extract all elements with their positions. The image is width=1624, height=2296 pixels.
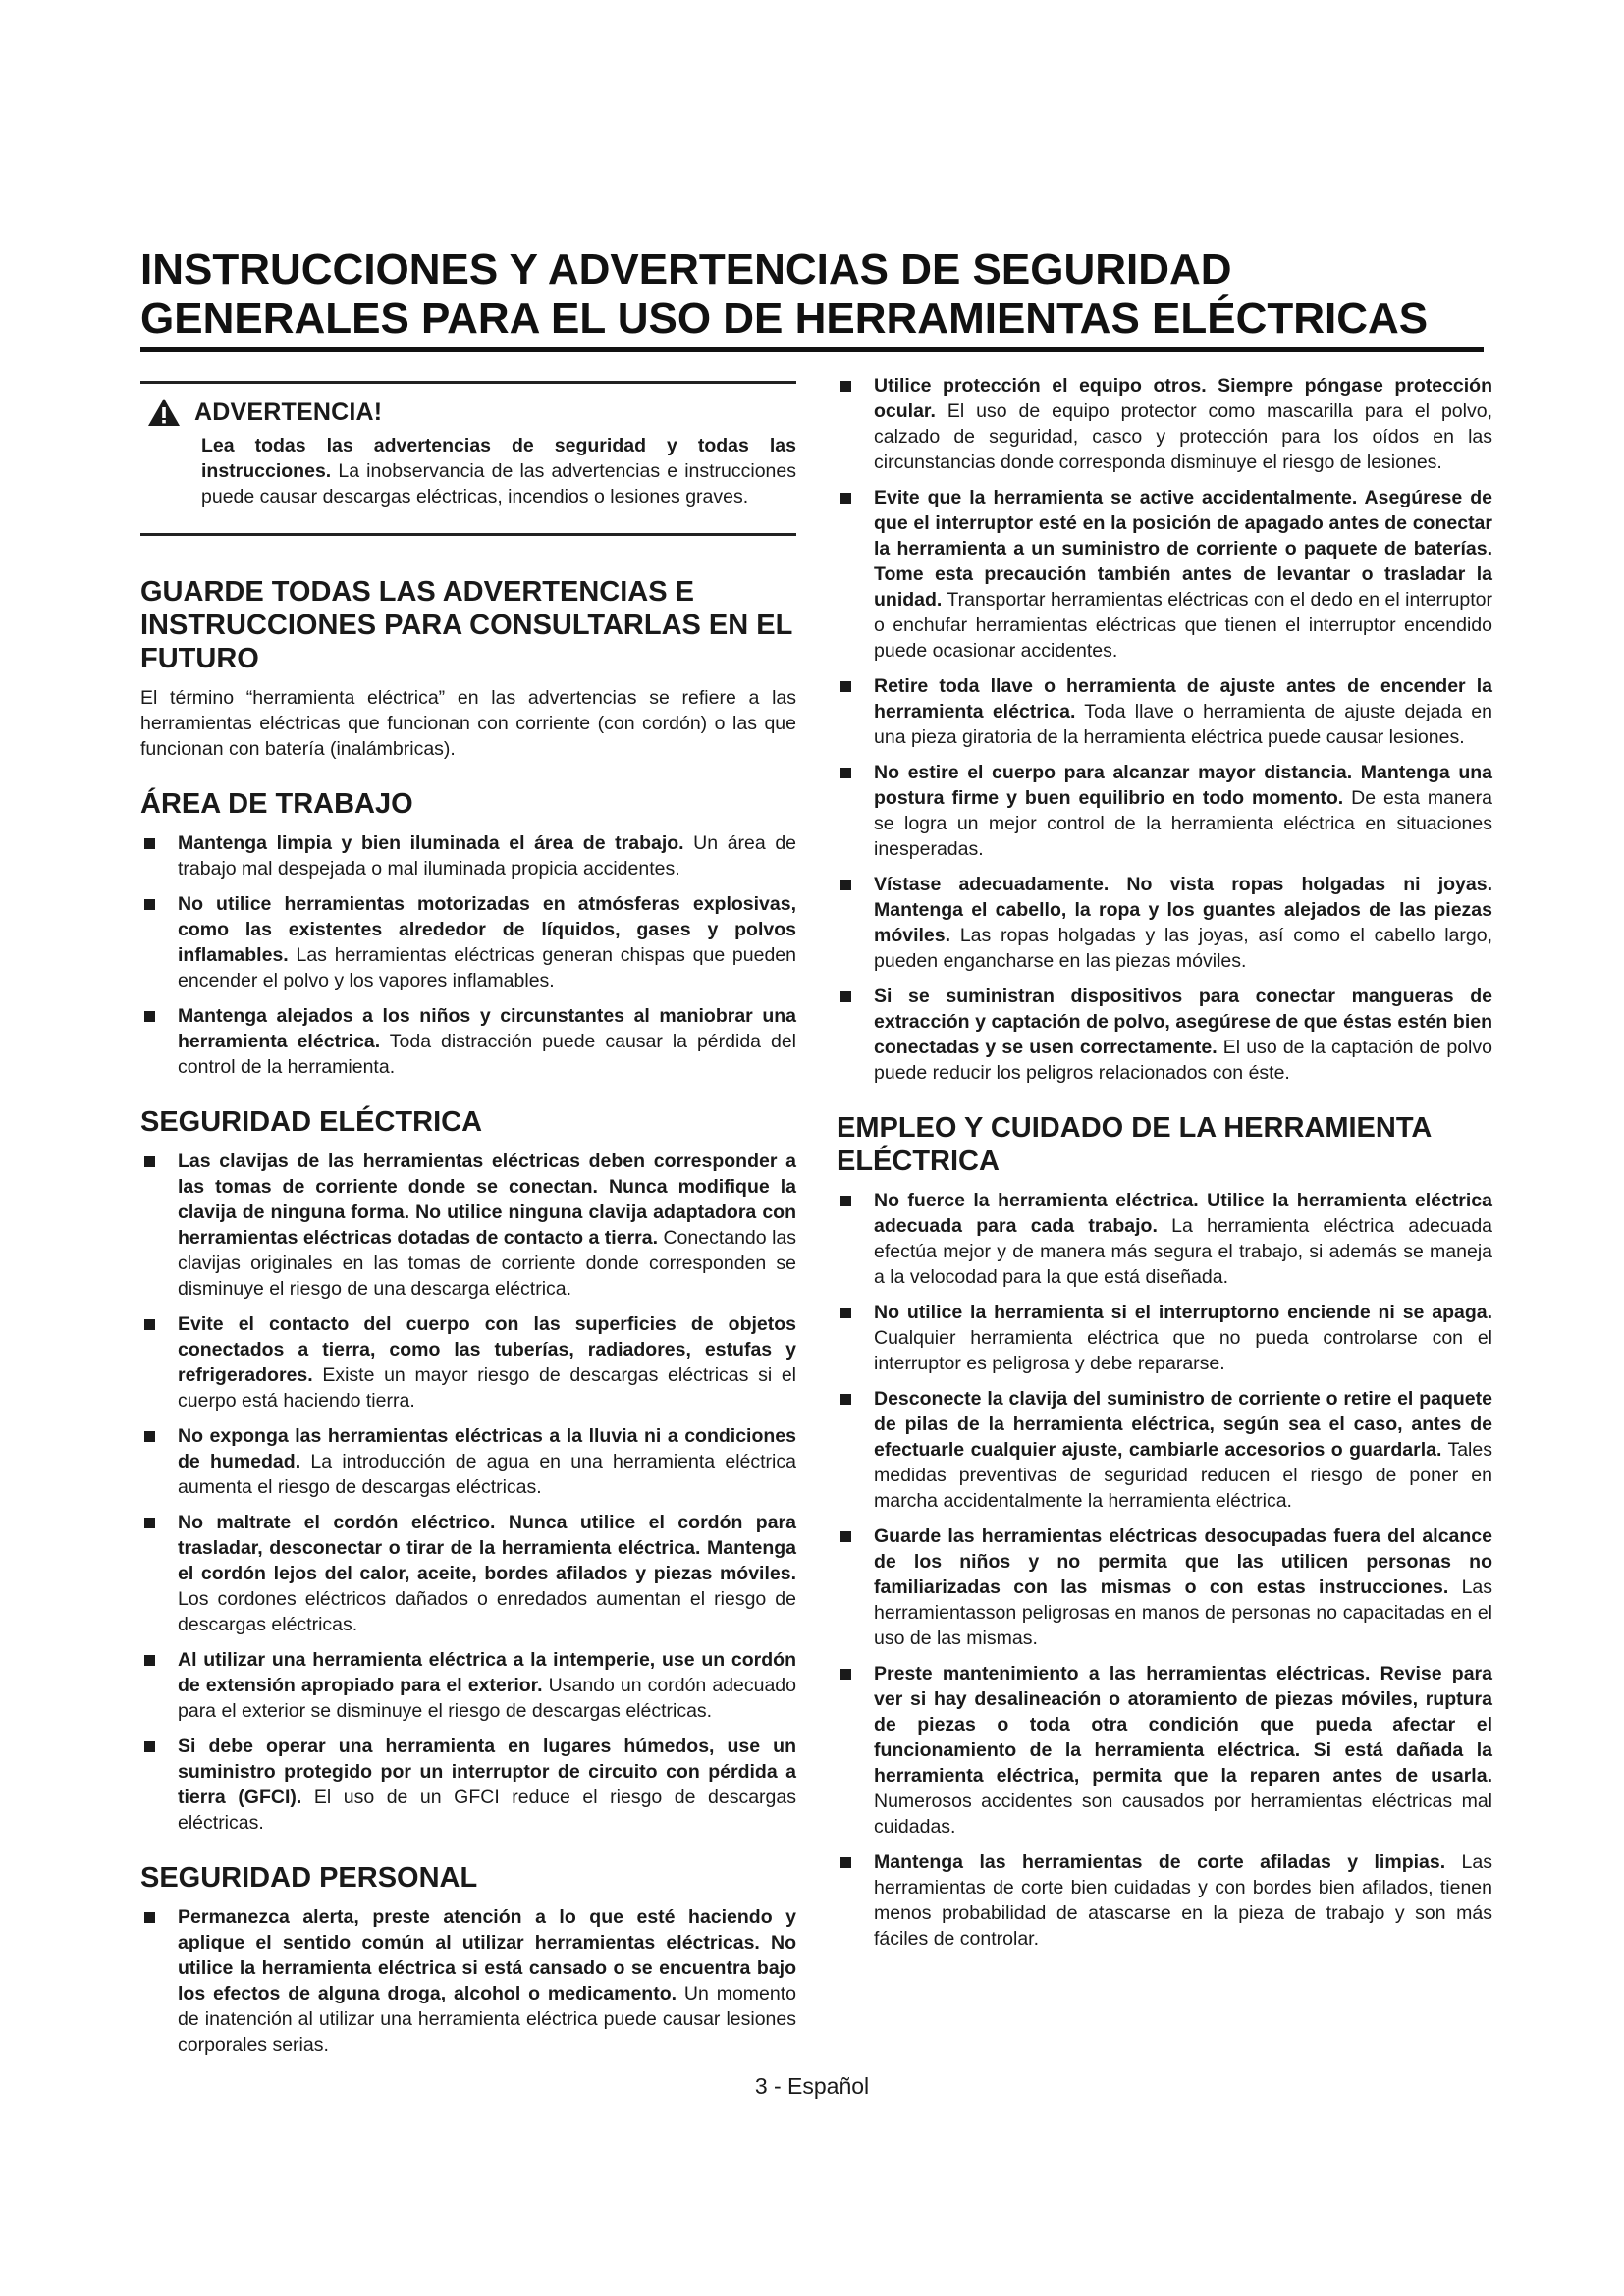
item-bold: Vístase adecuadamente. No vista ropas holgadas ni joyas. Mantenga el cabello, la ropa y los guantes alejados de las piezas móviles.	[874, 874, 1492, 946]
right-column	[837, 373, 1492, 1961]
list-item	[837, 1188, 1492, 1290]
section-heading-care: EMPLEO Y CUIDADO DE LA HERRAMIENTA ELÉCTRICA	[837, 1112, 1432, 1177]
page-title	[140, 245, 1484, 344]
list-item	[837, 760, 1492, 862]
warning-triangle-icon	[147, 398, 181, 427]
bullet-square-icon	[840, 1669, 851, 1680]
item-bold: Mantenga las herramientas de corte afiladas y limpias.	[874, 1851, 1446, 1873]
personal-list-left	[140, 1904, 796, 2057]
list-item	[140, 830, 796, 881]
item-bold: Mantenga limpia y bien iluminada el área de trabajo.	[178, 832, 684, 854]
bullet-square-icon	[144, 1156, 155, 1167]
item-bold: Al utilizar una herramienta eléctrica a la intemperie, use un cordón de extensión apropiado para el exterior.	[178, 1649, 796, 1696]
intro-paragraph: El término “herramienta eléctrica” en las advertencias se refiere a las herramientas eléctricas que funcionan con corriente (con cordón) o las que funcionan con batería (inalámbricas).	[140, 687, 796, 760]
list-item	[140, 891, 796, 993]
item-text: Cualquier herramienta eléctrica que no pueda controlarse con el interruptor es peligrosa y debe repararse.	[874, 1327, 1492, 1374]
warning-box	[140, 381, 796, 536]
item-bold: Las clavijas de las herramientas eléctricas deben corresponder a las tomas de corriente donde se conectan. Nunca modifique la clavija de ninguna forma. No utilice ninguna clavija adaptadora con herramientas eléctricas dotadas de contacto a tierra.	[178, 1150, 796, 1249]
section-heading-work-area: ÁREA DE TRABAJO	[140, 788, 413, 820]
item-text: Las herramientasson peligrosas en manos de personas no capacitadas en el uso de las mismas.	[874, 1576, 1493, 1649]
bullet-square-icon	[840, 880, 851, 890]
bullet-square-icon	[840, 768, 851, 778]
list-item	[837, 1523, 1492, 1651]
item-text: El uso de equipo protector como mascarilla para el polvo, calzado de seguridad, casco y protección para los oídos en las circunstancias donde corresponda disminuye el riesgo de lesiones.	[874, 400, 1492, 473]
item-bold: No exponga las herramientas eléctricas a la lluvia ni a condiciones de humedad.	[178, 1425, 796, 1472]
section-heading-personal: SEGURIDAD PERSONAL	[140, 1862, 478, 1894]
item-text: Un área de trabajo mal despejada o mal iluminada propicia accidentes.	[178, 832, 797, 880]
warning-text	[201, 433, 796, 509]
item-bold: Desconecte la clavija del suministro de corriente o retire el paquete de pilas de la herramienta eléctrica, según sea el caso, antes de efectuarle cualquier ajuste, cambiarle accesorios o guardarla.	[874, 1388, 1492, 1461]
item-bold: Permanezca alerta, preste atención a lo que esté haciendo y aplique el sentido común al utilizar herramientas eléctricas. No utilice la herramienta eléctrica si está cansado o se encuentra bajo los efectos de alguna droga, alcohol o medicamento.	[178, 1906, 796, 2004]
list-item	[140, 1423, 796, 1500]
list-item	[837, 1300, 1492, 1376]
bullet-square-icon	[840, 1531, 851, 1542]
item-bold: Evite que la herramienta se active accidentalmente. Asegúrese de que el interruptor esté en la posición de apagado antes de conectar la herramienta a un suministro de corriente o paquete de baterías. Tome esta precaución también antes de levantar o trasladar la unidad.	[874, 487, 1492, 611]
left-column	[140, 373, 796, 2067]
bullet-square-icon	[144, 838, 155, 849]
bullet-square-icon	[840, 493, 851, 504]
bullet-square-icon	[840, 1857, 851, 1868]
item-bold: No fuerce la herramienta eléctrica. Utilice la herramienta eléctrica adecuada para cada trabajo.	[874, 1190, 1492, 1237]
item-bold: No maltrate el cordón eléctrico. Nunca utilice el cordón para trasladar, desconectar o tirar de la herramienta eléctrica. Mantenga el cordón lejos del calor, aceite, bordes afilados y piezas móviles.	[178, 1512, 796, 1584]
personal-list-right	[837, 373, 1492, 1086]
list-item	[837, 1386, 1492, 1514]
list-item	[837, 1849, 1492, 1951]
item-text: Los cordones eléctricos dañados o enredados aumentan el riesgo de descargas eléctricas.	[178, 1588, 796, 1635]
list-item	[837, 1661, 1492, 1840]
item-bold: No utilice herramientas motorizadas en atmósferas explosivas, como las existentes alrededor de líquidos, gases y polvos inflamables.	[178, 893, 796, 966]
care-list	[837, 1188, 1492, 1951]
list-item	[837, 872, 1492, 974]
item-text: El uso de la captación de polvo puede reducir los peligros relacionados con éste.	[874, 1037, 1492, 1084]
item-bold: Si debe operar una herramienta en lugares húmedos, use un suministro protegido por un interruptor de circuito con pérdida a tierra (GFCI).	[178, 1735, 796, 1808]
bullet-square-icon	[144, 1431, 155, 1442]
item-bold: Retire toda llave o herramienta de ajuste antes de encender la herramienta eléctrica.	[874, 675, 1492, 722]
electrical-list	[140, 1148, 796, 1836]
item-text: De esta manera se logra un mejor control de la herramienta eléctrica en situaciones inesperadas.	[874, 787, 1492, 860]
bullet-square-icon	[144, 1518, 155, 1528]
bullet-square-icon	[840, 381, 851, 392]
item-text: Existe un mayor riesgo de descargas eléctricas si el cuerpo está haciendo tierra.	[178, 1364, 796, 1412]
bullet-square-icon	[144, 899, 155, 910]
list-item	[140, 1734, 796, 1836]
list-item	[837, 485, 1492, 664]
item-text: Usando un cordón adecuado para el exterior se disminuye el riesgo de descargas eléctricas.	[178, 1675, 796, 1722]
item-text: Las ropas holgadas y las joyas, así como el cabello largo, pueden engancharse en las piezas móviles.	[874, 925, 1492, 972]
item-bold: Utilice protección el equipo otros. Siempre póngase protección ocular.	[874, 375, 1492, 422]
list-item	[140, 1510, 796, 1637]
page-number: 3 - Español	[754, 2073, 870, 2099]
section-heading-save: GUARDE TODAS LAS ADVERTENCIAS E INSTRUCCIONES PARA CONSULTARLAS EN EL FUTURO	[140, 576, 792, 674]
page-title-line2: GENERALES PARA EL USO DE HERRAMIENTAS ELÉCTRICAS	[140, 294, 1429, 343]
page-title-line1: INSTRUCCIONES Y ADVERTENCIAS DE SEGURIDAD	[140, 245, 1232, 294]
list-item	[140, 1647, 796, 1724]
list-item	[837, 373, 1492, 475]
bullet-square-icon	[840, 1196, 851, 1206]
bullet-square-icon	[144, 1319, 155, 1330]
item-text: Un momento de inatención al utilizar una herramienta eléctrica puede causar lesiones corporales serias.	[178, 1983, 796, 2056]
warning-header	[147, 398, 796, 427]
bullet-square-icon	[144, 1912, 155, 1923]
warning-label: ADVERTENCIA!	[194, 398, 383, 426]
item-text: Las herramientas eléctricas generan chispas que pueden encender el polvo y los vapores inflamables.	[178, 944, 796, 991]
bullet-square-icon	[144, 1655, 155, 1666]
item-text: Transportar herramientas eléctricas con el dedo en el interruptor o enchufar herramientas eléctricas que tienen el interruptor encendido puede ocasionar accidentes.	[874, 589, 1492, 662]
bullet-square-icon	[840, 1308, 851, 1318]
warning-body: La inobservancia de las advertencias e instrucciones puede causar descargas eléctricas, incendios o lesiones graves.	[201, 460, 796, 507]
item-bold: Preste mantenimiento a las herramientas eléctricas. Revise para ver si hay desalineación o atoramiento de piezas móviles, ruptura de piezas o toda otra condición que pueda afectar el funcionamiento de la herramienta eléctrica. Si está dañada la herramienta eléctrica, permita que la reparen antes de usarla.	[874, 1663, 1492, 1787]
list-item	[140, 1311, 796, 1414]
list-item	[140, 1148, 796, 1302]
item-text: La introducción de agua en una herramienta eléctrica aumenta el riesgo de descargas eléctricas.	[178, 1451, 796, 1498]
bullet-square-icon	[144, 1741, 155, 1752]
item-bold: Guarde las herramientas eléctricas desocupadas fuera del alcance de los niños y no permita que las utilicen personas no familiarizadas con las mismas o con estas instrucciones.	[874, 1525, 1492, 1598]
bullet-square-icon	[840, 681, 851, 692]
bullet-square-icon	[840, 991, 851, 1002]
list-item	[837, 984, 1492, 1086]
item-bold: Evite el contacto del cuerpo con las superficies de objetos conectados a tierra, como las tuberías, radiadores, estufas y refrigeradores.	[178, 1313, 796, 1386]
bullet-square-icon	[144, 1011, 155, 1022]
item-text: El uso de un GFCI reduce el riesgo de descargas eléctricas.	[178, 1787, 796, 1834]
item-bold: No estire el cuerpo para alcanzar mayor distancia. Mantenga una postura firme y buen equilibrio en todo momento.	[874, 762, 1492, 809]
warning-bold: Lea todas las advertencias de seguridad y todas las instrucciones.	[201, 435, 796, 482]
item-text: Las herramientas de corte bien cuidadas y con bordes bien afilados, tienen menos probabilidad de atascarse en la pieza de trabajo y son más fáciles de controlar.	[874, 1851, 1492, 1949]
list-item	[140, 1003, 796, 1080]
title-rule	[140, 347, 1484, 352]
item-bold: Mantenga alejados a los niños y circunstantes al maniobrar una herramienta eléctrica.	[178, 1005, 796, 1052]
bullet-square-icon	[840, 1394, 851, 1405]
section-heading-electrical: SEGURIDAD ELÉCTRICA	[140, 1106, 483, 1138]
list-item	[837, 673, 1492, 750]
work-area-list	[140, 830, 796, 1080]
item-bold: Si se suministran dispositivos para conectar mangueras de extracción y captación de polvo, asegúrese de que éstas estén bien conectadas y se usen correctamente.	[874, 986, 1492, 1058]
item-bold: No utilice la herramienta si el interruptorno enciende ni se apaga.	[874, 1302, 1492, 1323]
item-text: Conectando las clavijas originales en las tomas de corriente donde corresponden se disminuye el riesgo de una descarga eléctrica.	[178, 1227, 796, 1300]
item-text: Toda distracción puede causar la pérdida del control de la herramienta.	[178, 1031, 796, 1078]
item-text: Tales medidas preventivas de seguridad reducen el riesgo de poner en marcha accidentalmente la herramienta eléctrica.	[874, 1439, 1492, 1512]
item-text: Toda llave o herramienta de ajuste dejada en una pieza giratoria de la herramienta eléctrica puede causar lesiones.	[874, 701, 1493, 748]
item-text: La herramienta eléctrica adecuada efectúa mejor y de manera más segura el trabajo, si además se maneja a la velocodad para la que está diseñada.	[874, 1215, 1493, 1288]
item-text: Numerosos accidentes son causados por herramientas eléctricas mal cuidadas.	[874, 1790, 1492, 1838]
list-item	[140, 1904, 796, 2057]
